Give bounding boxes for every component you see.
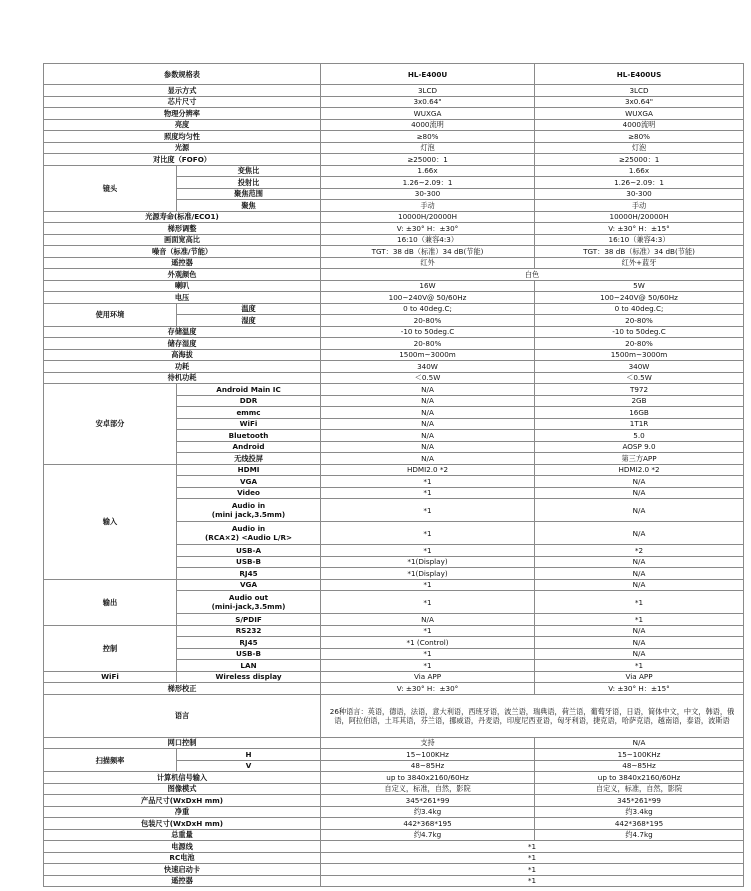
table-row (44, 280, 744, 292)
table-row (44, 772, 744, 784)
value-a: N/A (321, 614, 535, 626)
value-a: 345*261*99 (321, 795, 535, 807)
row-label: 变焦比 (177, 165, 321, 177)
value-b: N/A (535, 648, 744, 660)
value-b: up to 3840x2160/60Hz (535, 772, 744, 784)
table-row (44, 131, 744, 143)
row-label: 产品尺寸(WxDxH mm) (44, 795, 321, 807)
value-a: 442*368*195 (321, 818, 535, 830)
table-row (44, 694, 744, 737)
value-a: 约4.7kg (321, 829, 535, 841)
value-b: N/A (535, 487, 744, 499)
table-row (44, 108, 744, 120)
table-row (44, 875, 744, 887)
value-b: ≥80% (535, 131, 744, 143)
row-label: 聚焦 (177, 200, 321, 212)
value-a: *1 (321, 522, 535, 545)
table-row (44, 372, 744, 384)
value-b: AOSP 9.0 (535, 441, 744, 453)
table-row (44, 625, 744, 637)
value-a: N/A (321, 418, 535, 430)
value-a: 20-80% (321, 315, 535, 327)
table-row (44, 257, 744, 269)
value-a: *1 (321, 579, 535, 591)
value-b: ≥25000：1 (535, 154, 744, 166)
row-label (177, 591, 321, 614)
value-a: *1 (321, 487, 535, 499)
row-label: 遥控器 (44, 257, 321, 269)
value-a: N/A (321, 407, 535, 419)
row-label: Wireless display (177, 671, 321, 683)
value-a: N/A (321, 384, 535, 396)
value-b: 20-80% (535, 338, 744, 350)
value-a: *1 (321, 499, 535, 522)
group-label-lens: 镜头 (44, 165, 177, 211)
row-label: 温度 (177, 303, 321, 315)
label-line: (mini-jack,3.5mm) (211, 602, 286, 611)
value-a: 20-80% (321, 338, 535, 350)
table-row (44, 234, 744, 246)
row-label: Android Main IC (177, 384, 321, 396)
value-a: 340W (321, 361, 535, 373)
row-label: 净重 (44, 806, 321, 818)
table-row (44, 303, 744, 315)
table-row (44, 154, 744, 166)
value-b: ＜0.5W (535, 372, 744, 384)
table-row (44, 96, 744, 108)
value-shared: *1 (321, 864, 744, 876)
value-b: 1500m~3000m (535, 349, 744, 361)
row-label: Video (177, 487, 321, 499)
value-a: 10000H/20000H (321, 211, 535, 223)
value-a: 1500m~3000m (321, 349, 535, 361)
row-label: V (177, 760, 321, 772)
value-b: HDMI2.0 *2 (535, 464, 744, 476)
value-a: *1 (321, 545, 535, 557)
value-a: N/A (321, 395, 535, 407)
header-model-a: HL-E400U (321, 64, 535, 85)
table-row (44, 119, 744, 131)
value-a: ≥25000：1 (321, 154, 535, 166)
group-label-wifi: WiFi (44, 671, 177, 683)
value-b: 3LCD (535, 85, 744, 97)
row-label: 画面宽高比 (44, 234, 321, 246)
group-label-env: 使用环境 (44, 303, 177, 326)
value-b: V: ±30° H：±15° (535, 223, 744, 235)
value-b: *1 (535, 660, 744, 672)
row-label: VGA (177, 579, 321, 591)
value-b: N/A (535, 737, 744, 749)
value-b: 4000流明 (535, 119, 744, 131)
value-b: 1.26~2.09：1 (535, 177, 744, 189)
value-a: N/A (321, 430, 535, 442)
row-label: 图像模式 (44, 783, 321, 795)
row-label: H (177, 749, 321, 761)
row-label: USB-B (177, 556, 321, 568)
value-a: 30-300 (321, 188, 535, 200)
value-b: -10 to 50deg.C (535, 326, 744, 338)
value-a: 3LCD (321, 85, 535, 97)
value-a: -10 to 50deg.C (321, 326, 535, 338)
header-model-b: HL-E400US (535, 64, 744, 85)
value-a: 1.26~2.09：1 (321, 177, 535, 189)
row-label: 物理分辨率 (44, 108, 321, 120)
value-a: V: ±30° H：±30° (321, 683, 535, 695)
table-row (44, 749, 744, 761)
value-b: 约4.7kg (535, 829, 744, 841)
table-row (44, 841, 744, 853)
table-row (44, 579, 744, 591)
table-row (44, 464, 744, 476)
group-label-scan: 扫描频率 (44, 749, 177, 772)
table-row (44, 142, 744, 154)
value-shared: *1 (321, 875, 744, 887)
value-b: 红外+蓝牙 (535, 257, 744, 269)
value-a: 16:10（兼容4:3） (321, 234, 535, 246)
spec-table (43, 63, 744, 887)
value-b: 手动 (535, 200, 744, 212)
row-label: Bluetooth (177, 430, 321, 442)
table-row (44, 864, 744, 876)
value-b: 442*368*195 (535, 818, 744, 830)
value-a: ＜0.5W (321, 372, 535, 384)
value-a: 约3.4kg (321, 806, 535, 818)
value-b: 约3.4kg (535, 806, 744, 818)
value-a: V: ±30° H：±30° (321, 223, 535, 235)
row-label: 对比度（FOFO） (44, 154, 321, 166)
value-b: 自定义，标准，自然，影院 (535, 783, 744, 795)
header-row (44, 64, 744, 85)
value-a: *1(Display) (321, 568, 535, 580)
row-label: Android (177, 441, 321, 453)
row-label: 总重量 (44, 829, 321, 841)
value-b: 345*261*99 (535, 795, 744, 807)
value-a: 红外 (321, 257, 535, 269)
value-a: TGT：38 dB（标准）34 dB(节能) (321, 246, 535, 258)
row-label: 包装尺寸(WxDxH mm) (44, 818, 321, 830)
table-row (44, 737, 744, 749)
value-a: 4000流明 (321, 119, 535, 131)
table-row (44, 683, 744, 695)
table-row (44, 269, 744, 281)
value-a: *1 (321, 625, 535, 637)
label-line: (RCA×2) <Audio L/R> (205, 533, 292, 542)
value-b: N/A (535, 522, 744, 545)
row-label: 光源寿命(标准/ECO1) (44, 211, 321, 223)
row-label: 光源 (44, 142, 321, 154)
value-a: *1 (321, 660, 535, 672)
value-b: 5.0 (535, 430, 744, 442)
row-label: 湿度 (177, 315, 321, 327)
row-label: USB-B (177, 648, 321, 660)
value-shared: 26种语言：英语，德语，法语，意大利语，西班牙语，波兰语，瑞典语，荷兰语，葡萄牙语，日语，简体中文，中文，韩语，俄语，阿拉伯语，土耳其语，芬兰语，挪威语，丹麦语，印度尼西亚语，匈牙利语，捷克语，哈萨克语，越南语，泰语，波斯语 (321, 694, 744, 737)
table-row (44, 806, 744, 818)
value-b: 5W (535, 280, 744, 292)
value-b: N/A (535, 637, 744, 649)
group-label-android: 安卓部分 (44, 384, 177, 465)
row-label: 噪音（标准/节能） (44, 246, 321, 258)
table-row (44, 349, 744, 361)
value-b: *1 (535, 614, 744, 626)
row-label: DDR (177, 395, 321, 407)
table-row (44, 852, 744, 864)
value-a: *1(Display) (321, 556, 535, 568)
table-row (44, 246, 744, 258)
label-line: Audio out (228, 593, 269, 602)
value-b: WUXGA (535, 108, 744, 120)
value-a: 15~100KHz (321, 749, 535, 761)
row-label: 遥控器 (44, 875, 321, 887)
value-shared: 白色 (321, 269, 744, 281)
row-label: RC电池 (44, 852, 321, 864)
value-a: Via APP (321, 671, 535, 683)
value-b: 1T1R (535, 418, 744, 430)
row-label: 投射比 (177, 177, 321, 189)
row-label: emmc (177, 407, 321, 419)
value-b: 48~85Hz (535, 760, 744, 772)
value-b: 1.66x (535, 165, 744, 177)
row-label: 待机功耗 (44, 372, 321, 384)
table-row (44, 338, 744, 350)
row-label: 显示方式 (44, 85, 321, 97)
value-a: 1.66x (321, 165, 535, 177)
table-row (44, 223, 744, 235)
value-b: 2GB (535, 395, 744, 407)
row-label: 电源线 (44, 841, 321, 853)
row-label: 外观颜色 (44, 269, 321, 281)
group-label-output: 输出 (44, 579, 177, 625)
row-label: 语言 (44, 694, 321, 737)
row-label (177, 522, 321, 545)
table-row (44, 783, 744, 795)
value-a: 100~240V@ 50/60Hz (321, 292, 535, 304)
table-row (44, 829, 744, 841)
table-row (44, 165, 744, 177)
value-b: 30-300 (535, 188, 744, 200)
row-label (177, 499, 321, 522)
group-label-control: 控制 (44, 625, 177, 671)
table-row (44, 211, 744, 223)
row-label: HDMI (177, 464, 321, 476)
value-a: 手动 (321, 200, 535, 212)
row-label: RS232 (177, 625, 321, 637)
row-label: 照度均匀性 (44, 131, 321, 143)
table-row (44, 361, 744, 373)
value-a: HDMI2.0 *2 (321, 464, 535, 476)
row-label: 聚焦范围 (177, 188, 321, 200)
value-shared: *1 (321, 852, 744, 864)
row-label: 计算机信号输入 (44, 772, 321, 784)
value-b: N/A (535, 568, 744, 580)
value-a: *1 (321, 476, 535, 488)
row-label: 网口控制 (44, 737, 321, 749)
table-row (44, 326, 744, 338)
label-line: Audio in (231, 524, 266, 533)
row-label: 电压 (44, 292, 321, 304)
value-a: 灯泡 (321, 142, 535, 154)
row-label: VGA (177, 476, 321, 488)
row-label: RJ45 (177, 568, 321, 580)
table-row (44, 85, 744, 97)
value-b: V: ±30° H：±15° (535, 683, 744, 695)
value-b: 灯泡 (535, 142, 744, 154)
value-b: N/A (535, 476, 744, 488)
row-label: 高海拔 (44, 349, 321, 361)
value-b: *2 (535, 545, 744, 557)
value-a: 16W (321, 280, 535, 292)
group-label-input: 输入 (44, 464, 177, 579)
row-label: 梯形校正 (44, 683, 321, 695)
value-b: 第三方APP (535, 453, 744, 465)
row-label: 存储温度 (44, 326, 321, 338)
value-b: 3x0.64" (535, 96, 744, 108)
header-label: 参数规格表 (44, 64, 321, 85)
value-shared: *1 (321, 841, 744, 853)
table-row (44, 671, 744, 683)
value-b: N/A (535, 625, 744, 637)
row-label: 功耗 (44, 361, 321, 373)
value-b: T972 (535, 384, 744, 396)
row-label: 喇叭 (44, 280, 321, 292)
table-row (44, 818, 744, 830)
value-b: 100~240V@ 50/60Hz (535, 292, 744, 304)
value-b: 10000H/20000H (535, 211, 744, 223)
label-line: (mini jack,3.5mm) (211, 510, 286, 519)
value-a: 3x0.64" (321, 96, 535, 108)
value-a: 0 to 40deg.C; (321, 303, 535, 315)
table-row (44, 795, 744, 807)
value-b: *1 (535, 591, 744, 614)
value-a: 自定义，标准，自然，影院 (321, 783, 535, 795)
value-a: *1 (321, 591, 535, 614)
value-b: N/A (535, 556, 744, 568)
value-b: 16:10（兼容4:3） (535, 234, 744, 246)
value-b: 16GB (535, 407, 744, 419)
value-b: 0 to 40deg.C; (535, 303, 744, 315)
value-a: up to 3840x2160/60Hz (321, 772, 535, 784)
row-label: WiFi (177, 418, 321, 430)
value-a: 支持 (321, 737, 535, 749)
value-b: Via APP (535, 671, 744, 683)
row-label: 梯形调整 (44, 223, 321, 235)
row-label: 亮度 (44, 119, 321, 131)
row-label: RJ45 (177, 637, 321, 649)
value-a: N/A (321, 453, 535, 465)
value-b: 340W (535, 361, 744, 373)
row-label: LAN (177, 660, 321, 672)
value-b: N/A (535, 499, 744, 522)
value-b: TGT：38 dB（标准）34 dB(节能) (535, 246, 744, 258)
table-row (44, 384, 744, 396)
label-line: Audio in (231, 501, 266, 510)
row-label: 储存湿度 (44, 338, 321, 350)
value-a: ≥80% (321, 131, 535, 143)
value-b: N/A (535, 579, 744, 591)
value-b: 20-80% (535, 315, 744, 327)
value-a: 48~85Hz (321, 760, 535, 772)
row-label: 芯片尺寸 (44, 96, 321, 108)
row-label: 无线投屏 (177, 453, 321, 465)
value-a: *1 (321, 648, 535, 660)
row-label: S/PDIF (177, 614, 321, 626)
value-a: N/A (321, 441, 535, 453)
row-label: USB-A (177, 545, 321, 557)
table-row (44, 292, 744, 304)
value-a: *1 (Control) (321, 637, 535, 649)
value-a: WUXGA (321, 108, 535, 120)
value-b: 15~100KHz (535, 749, 744, 761)
row-label: 快速启动卡 (44, 864, 321, 876)
